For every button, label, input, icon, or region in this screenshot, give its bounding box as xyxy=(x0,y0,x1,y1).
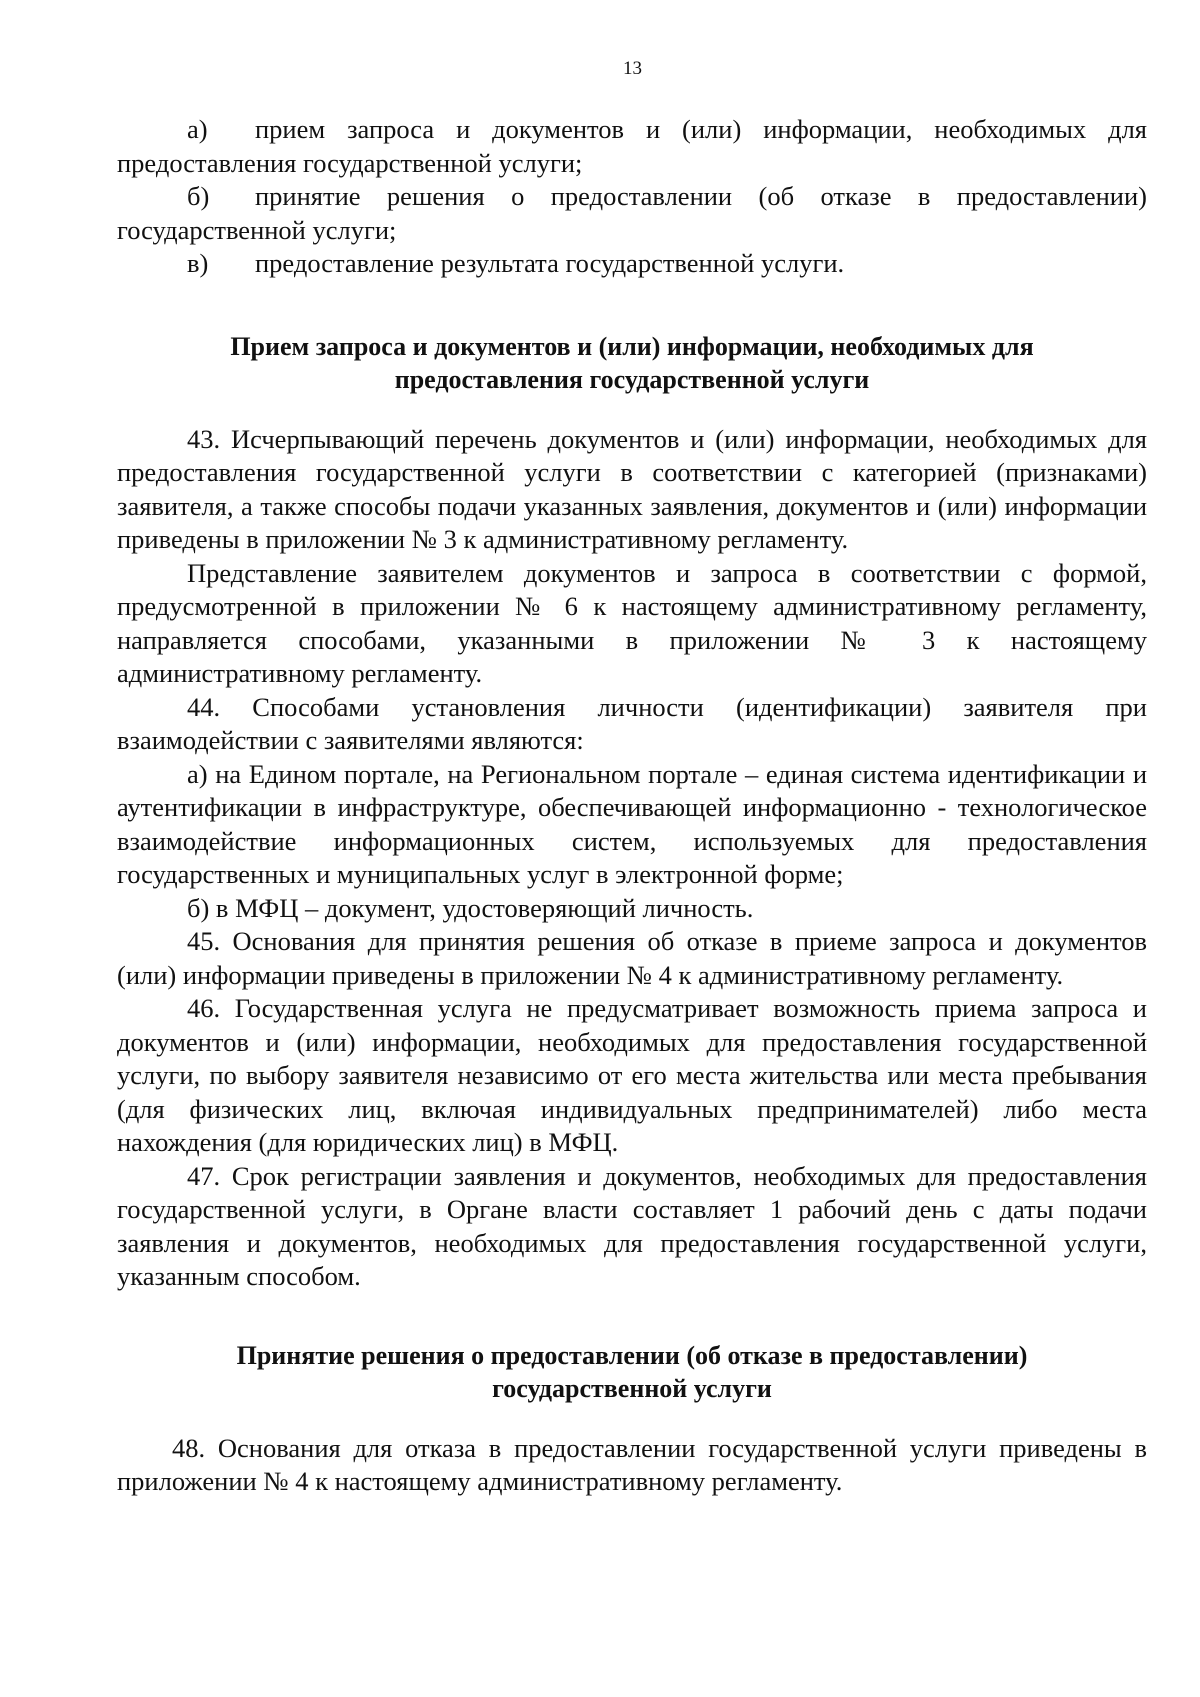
paragraph-45: 45. Основания для принятия решения об отказе в приеме запроса и документов (или) информации приведены в приложении № 4 к административному регламенту. xyxy=(117,926,1147,990)
list-item-b xyxy=(117,180,1147,247)
paragraph-46: 46. Государственная услуга не предусматривает возможность приема запроса и документов и (или) информации, необходимых для предоставления государственной услуги, по выбору заявителя независимо от его места жительства или места пребывания (для физических лиц, включая индивидуальных предпринимателей) либо места нахождения (для юридических лиц) в МФЦ. xyxy=(117,993,1147,1157)
list-marker: в) xyxy=(187,248,209,278)
paragraph-47: 47. Срок регистрации заявления и документов, необходимых для предоставления государственной услуги, в Органе власти составляет 1 рабочий день с даты подачи заявления и документов, необходимых для предоставления государственной услуги, указанным способом. xyxy=(117,1160,1147,1291)
section-heading-intake xyxy=(117,330,1147,396)
section-heading-line: Принятие решения о предоставлении (об отказе в предоставлении) xyxy=(236,1340,1028,1370)
section-heading-line: государственной услуги xyxy=(492,1373,772,1403)
section-heading-decision xyxy=(117,1339,1147,1405)
list-item-text: принятие решения о предоставлении (об отказе в предоставлении) государственной услуги; xyxy=(117,181,1147,245)
list-marker: а) xyxy=(187,114,208,144)
list-item-a xyxy=(117,113,1147,180)
list-item-text: предоставление результата государственной услуги. xyxy=(255,248,845,278)
paragraph-48: 48. Основания для отказа в предоставлении государственной услуги приведены в приложении № 4 к настоящему административному регламенту. xyxy=(117,1432,1147,1496)
paragraph-43: 43. Исчерпывающий перечень документов и (или) информации, необходимых для предоставления государственной услуги в соответствии с категорией (признаками) заявителя, а также способы подачи указанных заявления, документов и (или) информации приведены в приложении № 3 к административному регламенту. xyxy=(117,423,1147,554)
list-marker: б) xyxy=(187,181,210,211)
page-content xyxy=(117,113,1147,1499)
list-item-v xyxy=(117,247,1147,281)
paragraph-submission: Представление заявителем документов и запроса в соответствии с формой, предусмотренной в приложении № 6 к настоящему административному регламенту, направляется способами, указанными в приложении № 3 к настоящему административному регламенту. xyxy=(117,557,1147,688)
section-heading-line: Прием запроса и документов и (или) информации, необходимых для xyxy=(230,331,1034,361)
page-number: 13 xyxy=(623,58,642,79)
paragraph-44a: а) на Едином портале, на Региональном портале – единая система идентификации и аутентификации в инфраструктуре, обеспечивающей информационно - технологическое взаимодействие информационных систем, используемых для предоставления государственных и муниципальных услуг в электронной форме; xyxy=(117,758,1147,889)
list-item-text: прием запроса и документов и (или) информации, необходимых для предоставления государственной услуги; xyxy=(117,114,1147,178)
paragraph-44b: б) в МФЦ – документ, удостоверяющий личность. xyxy=(187,892,754,923)
section-heading-line: предоставления государственной услуги xyxy=(394,364,870,394)
paragraph-44: 44. Способами установления личности (идентификации) заявителя при взаимодействии с заявителями являются: xyxy=(117,691,1147,755)
